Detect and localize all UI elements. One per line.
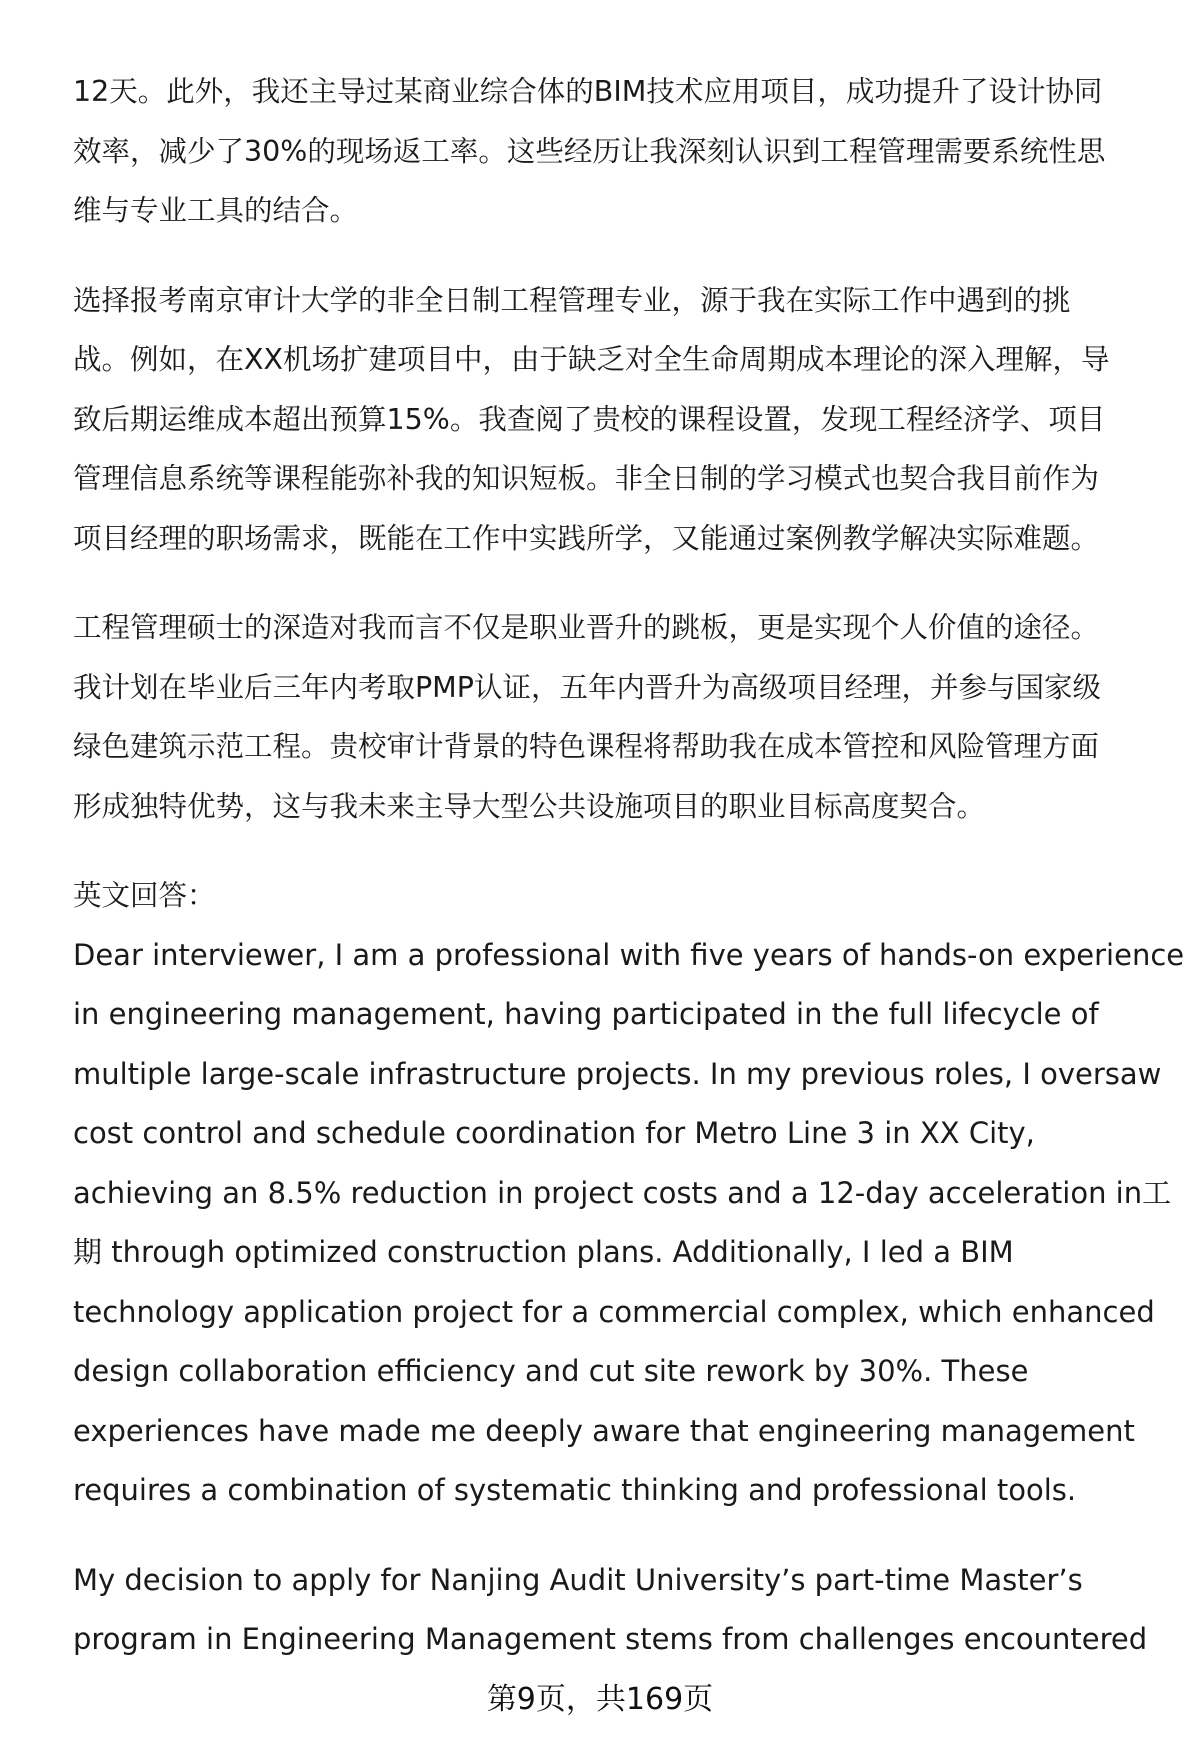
text-line: requires a combination of systematic thinking and professional tools. [73, 1473, 1077, 1507]
text-line: achieving an 8.5% reduction in project costs and a 12-day acceleration in工 [73, 1175, 1172, 1210]
text-line: technology application project for a commercial complex, which enhanced [73, 1294, 1155, 1329]
document-body [73, 62, 1185, 1670]
text-line: in engineering management, having participated in the full lifecycle of [73, 997, 1099, 1031]
text-line: 战。例如，在XX机场扩建项目中，由于缺乏对全生命周期成本理论的深入理解，导 [73, 343, 1110, 376]
text-line: multiple large-scale infrastructure projects. In my previous roles, I oversaw [73, 1056, 1162, 1091]
text-line: cost control and schedule coordination for Metro Line 3 in XX City, [73, 1116, 1035, 1150]
text-line: 绿色建筑示范工程。贵校审计背景的特色课程将帮助我在成本管控和风险管理方面 [73, 730, 1100, 763]
text-line: Dear interviewer, I am a professional with five years of hands-on experience [73, 937, 1185, 972]
paragraph-zh-3 [73, 598, 1153, 836]
text-line: 项目经理的职场需求，既能在工作中实践所学，又能通过案例教学解决实际难题。 [73, 521, 1100, 555]
paragraph-zh-2 [73, 271, 1153, 569]
text-line: program in Engineering Management stems from challenges encountered [73, 1622, 1148, 1656]
paragraph-en-2 [73, 1551, 1153, 1670]
text-line: design collaboration efficiency and cut site rework by 30%. These [73, 1354, 1029, 1388]
paragraph-en-1 [73, 926, 1185, 1521]
text-line: My decision to apply for Nanjing Audit University’s part-time Master’s [73, 1562, 1083, 1597]
text-line: 管理信息系统等课程能弥补我的知识短板。非全日制的学习模式也契合我目前作为 [73, 462, 1100, 495]
text-line: 我计划在毕业后三年内考取PMP认证，五年内晋升为高级项目经理，并参与国家级 [73, 670, 1101, 704]
text-line: 致后期运维成本超出预算15%。我查阅了贵校的课程设置，发现工程经济学、项目 [73, 402, 1106, 436]
page-footer: 第9页，共169页 [486, 1682, 714, 1717]
text-line: 工程管理硕士的深造对我而言不仅是职业晋升的跳板，更是实现个人价值的途径。 [73, 611, 1100, 644]
text-line: 12天。此外，我还主导过某商业综合体的BIM技术应用项目，成功提升了设计协同 [73, 75, 1103, 108]
text-line: experiences have made me deeply aware that engineering management [73, 1413, 1135, 1448]
text-line: 选择报考南京审计大学的非全日制工程管理专业，源于我在实际工作中遇到的挑 [73, 283, 1071, 317]
text-line: 期 through optimized construction plans. Additionally, I led a BIM [73, 1235, 1014, 1269]
english-answer-label: 英文回答： [73, 879, 216, 912]
text-line: 形成独特优势，这与我未来主导大型公共设施项目的职业目标高度契合。 [73, 789, 986, 823]
text-line: 维与专业工具的结合。 [73, 194, 359, 227]
text-line: 效率，减少了30%的现场返工率。这些经历让我深刻认识到工程管理需要系统性思 [73, 134, 1106, 168]
paragraph-zh-1 [73, 62, 1153, 241]
